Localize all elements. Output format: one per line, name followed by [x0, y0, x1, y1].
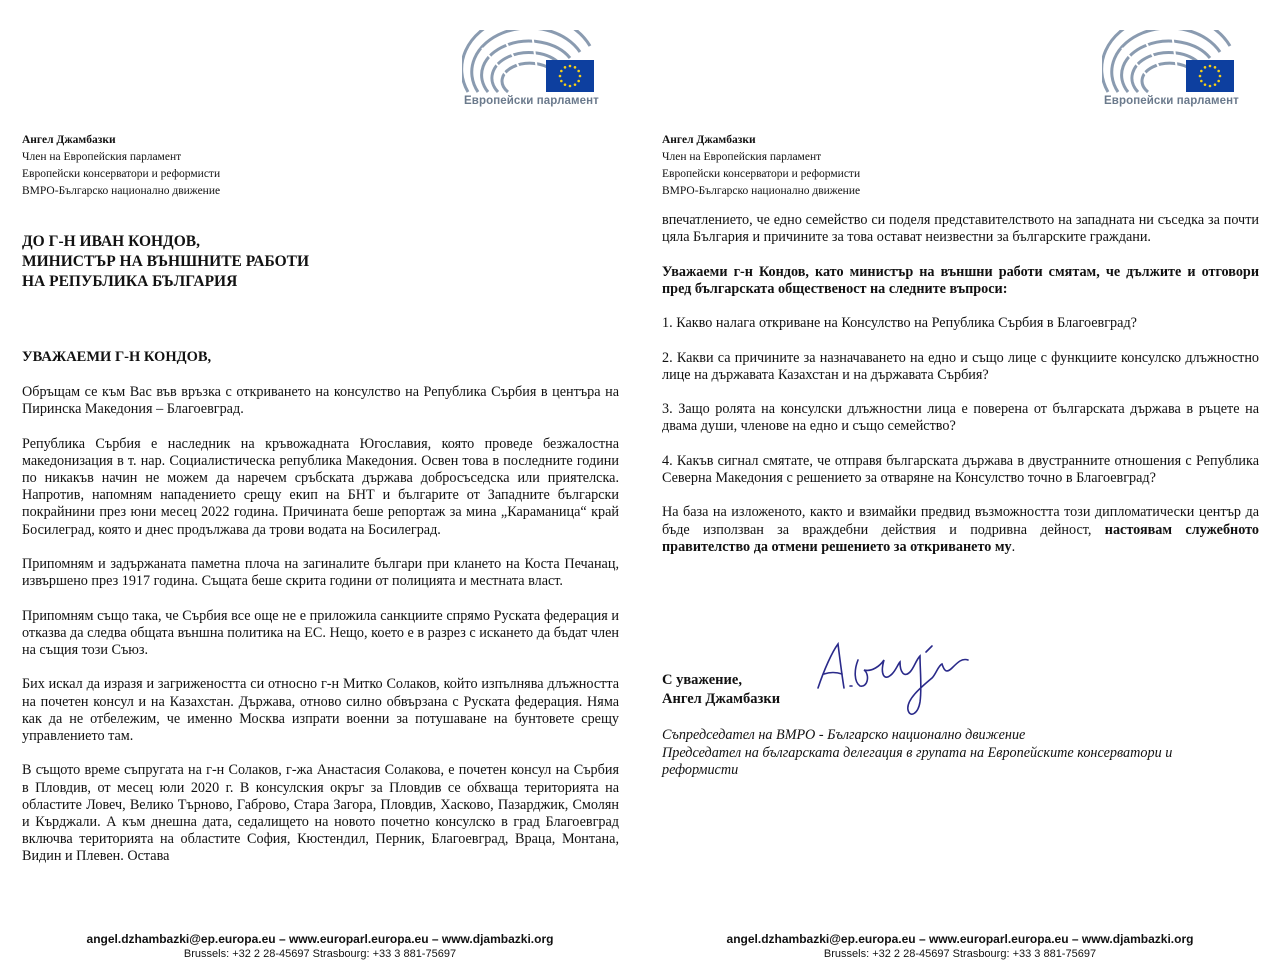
addressee-line-3: НА РЕПУБЛИКА БЪЛГАРИЯ: [22, 273, 238, 290]
flag-star: [1204, 83, 1207, 86]
sender-line-3: ВМРО-Българско национално движение: [22, 185, 221, 197]
flag-star: [1214, 66, 1217, 69]
flag-star: [1209, 85, 1212, 88]
paragraph: впечатлението, че едно семейство си поделя представителството на западната ни съседка за почти цяла България и причините за това остават неизвестни за българските граждани.: [662, 212, 1259, 246]
sender-block: [22, 132, 322, 200]
paragraph: Припомням също така, че Сърбия все още не е приложила санкциите спрямо Руската федерация и отказва да следва общата външна политика на ЕС. Нещо, което е в разрез с искането да бъдат член на същия този Съюз.: [22, 607, 619, 658]
logo-text: Европейски парламент: [464, 95, 599, 107]
flag-star: [577, 70, 580, 73]
sender-block: [662, 132, 962, 200]
flag-star: [560, 70, 563, 73]
logo-text: Европейски парламент: [1104, 95, 1239, 107]
closing-name: Ангел Джамбазки: [662, 691, 781, 707]
addressee-line-2: МИНИСТЪР НА ВЪНШНИТЕ РАБОТИ: [22, 253, 310, 270]
paragraph: Припомням и задържаната паметна плоча на загиналите българи при клането на Коста Печанац, извършено през 1917 година. Същата беше скрита години от полицията и местната власт.: [22, 556, 619, 590]
sender-line-1: Член на Европейския парламент: [662, 151, 822, 163]
title-line-1: Съпредседател на ВМРО - Българско национално движение: [662, 727, 1026, 743]
question-3: 3. Защо ролята на консулски длъжностни лица е поверена от българската държава в ръцете на двама души, членове на едно и също семейство?: [662, 401, 1259, 435]
paragraph: В същото време съпругата на г-н Солаков, г-жа Анастасия Солакова, е почетен консул на Сърбия в Пловдив, от месец юли 2020 г. В консулския окръг за Пловдив се обхваща територията на областите Ловеч, Велико Търново, Габрово, Стара Загора, Пловдив, Хасково, Пазарджик, Смолян и Кърджали. А към днешна дата, седалището на новото почетно консулско в град Благоевград включва територията на областите София, Кюстендил, Перник, Благоевград, Враца, Монтана, Видин и Плевен. Остава: [22, 762, 619, 865]
flag-star: [1217, 70, 1220, 73]
footer-contacts: angel.dzhambazki@ep.europa.eu – www.europarl.europa.eu – www.djambazki.org: [726, 932, 1194, 946]
signatory-titles: [662, 727, 1252, 780]
title-line-2: Председател на българската делегация в групата на Европейските консерватори и реформисти: [662, 744, 1173, 778]
hemicycle-flag-icon: [462, 30, 602, 100]
sender-line-1: Член на Европейския парламент: [22, 151, 182, 163]
letter-body-page-2: [662, 212, 1259, 573]
footer-contacts: angel.dzhambazki@ep.europa.eu – www.europarl.europa.eu – www.djambazki.org: [86, 932, 554, 946]
flag-star: [1204, 66, 1207, 69]
sender-line-3: ВМРО-Българско национално движение: [662, 185, 861, 197]
flag-star: [560, 80, 563, 83]
closing-greeting: С уважение,: [662, 672, 742, 688]
footer-phones: Brussels: +32 2 28-45697 Strasbourg: +33 3 881-75697: [823, 948, 1097, 960]
flag-star: [569, 65, 572, 68]
signature-icon: [810, 630, 980, 725]
addressee-block: [22, 232, 522, 292]
flag-star: [1217, 80, 1220, 83]
page-footer: [0, 932, 640, 961]
handwritten-signature: [810, 630, 980, 725]
final-period: .: [1011, 538, 1016, 555]
sender-name: Ангел Джамбазки: [22, 134, 116, 146]
sender-line-2: Европейски консерватори и реформисти: [662, 168, 861, 180]
page-footer: [640, 932, 1280, 961]
flag-star: [1219, 75, 1222, 78]
flag-star: [559, 75, 562, 78]
letter-page-1: [0, 0, 640, 960]
flag-star: [1214, 83, 1217, 86]
flag-star: [1199, 75, 1202, 78]
question-1: 1. Какво налага откриване на Консулство на Република Сърбия в Благоевград?: [662, 315, 1137, 332]
flag-star: [564, 83, 567, 86]
sender-line-2: Европейски консерватори и реформисти: [22, 168, 221, 180]
letter-page-2: [640, 0, 1280, 960]
flag-star: [1200, 80, 1203, 83]
flag-star: [574, 66, 577, 69]
flag-star: [569, 85, 572, 88]
closing-block: [662, 671, 780, 709]
final-text: На база на изложеното, както и взимайки предвид възможността този дипломатически център да бъде използван за враждебни действия и подривна дейност,: [662, 504, 1259, 538]
question-4: 4. Какъв сигнал смятате, че отправя българската държава в двустранните отношения с Република Северна Македония с решението за отваряне на Консулство точно в Благоевград?: [662, 452, 1259, 486]
letter-body-page-1: [22, 384, 619, 883]
footer-phones: Brussels: +32 2 28-45697 Strasbourg: +33 3 881-75697: [183, 948, 457, 960]
hemicycle-flag-icon: [1102, 30, 1242, 100]
flag-star: [579, 75, 582, 78]
flag-star: [577, 80, 580, 83]
flag-star: [1200, 70, 1203, 73]
questions-intro: Уважаеми г-н Кондов, като министър на външни работи смятам, че дължите и отговори пред българската общественост на следните въпроси:: [662, 263, 1259, 297]
sender-name: Ангел Джамбазки: [662, 134, 756, 146]
paragraph: Република Сърбия е наследник на кръвожадната Югославия, която проведе безжалостна македонизация в т. нар. Социалистическа република Македония. Освен това в последните години по никакъв начин не можем да наречем сръбската държава добросъседска или приятелска. Напротив, напомням нападението срещу екип на БНТ и българите от Западните български покрайнини през юни месец 2022 година. Причината беше репортаж за мина „Караманица“ край Босилеград, която и днес продължава да трови водата на Босилеград.: [22, 435, 619, 538]
salutation: УВАЖАЕМИ Г-Н КОНДОВ,: [22, 349, 212, 365]
paragraph: Обръщам се към Вас във връзка с откриването на консулство на Република Сърбия в центъра на Пиринска Македония – Благоевград.: [22, 384, 619, 418]
addressee-line-1: ДО Г-Н ИВАН КОНДОВ,: [22, 233, 200, 250]
final-demand: настоявам служебното правителство да отмени решението за откриването му: [662, 521, 1259, 555]
final-paragraph: [662, 504, 1259, 556]
flag-star: [564, 66, 567, 69]
flag-star: [1209, 65, 1212, 68]
question-2: 2. Какви са причините за назначаването на едно и също лице с функциите консулско длъжностно лице на държавата Казахстан и на държавата Сърбия?: [662, 349, 1259, 383]
paragraph: Бих искал да изразя и загрижеността си относно г-н Митко Солаков, който изпълнява длъжността на почетен консул и на Казахстан. Държава, отново силно обвързана с Руската федерация. Няма как да не отбележим, че именно Москва изпрати военни за потушаване на бунтовете срещу управлението там.: [22, 676, 619, 744]
flag-star: [574, 83, 577, 86]
